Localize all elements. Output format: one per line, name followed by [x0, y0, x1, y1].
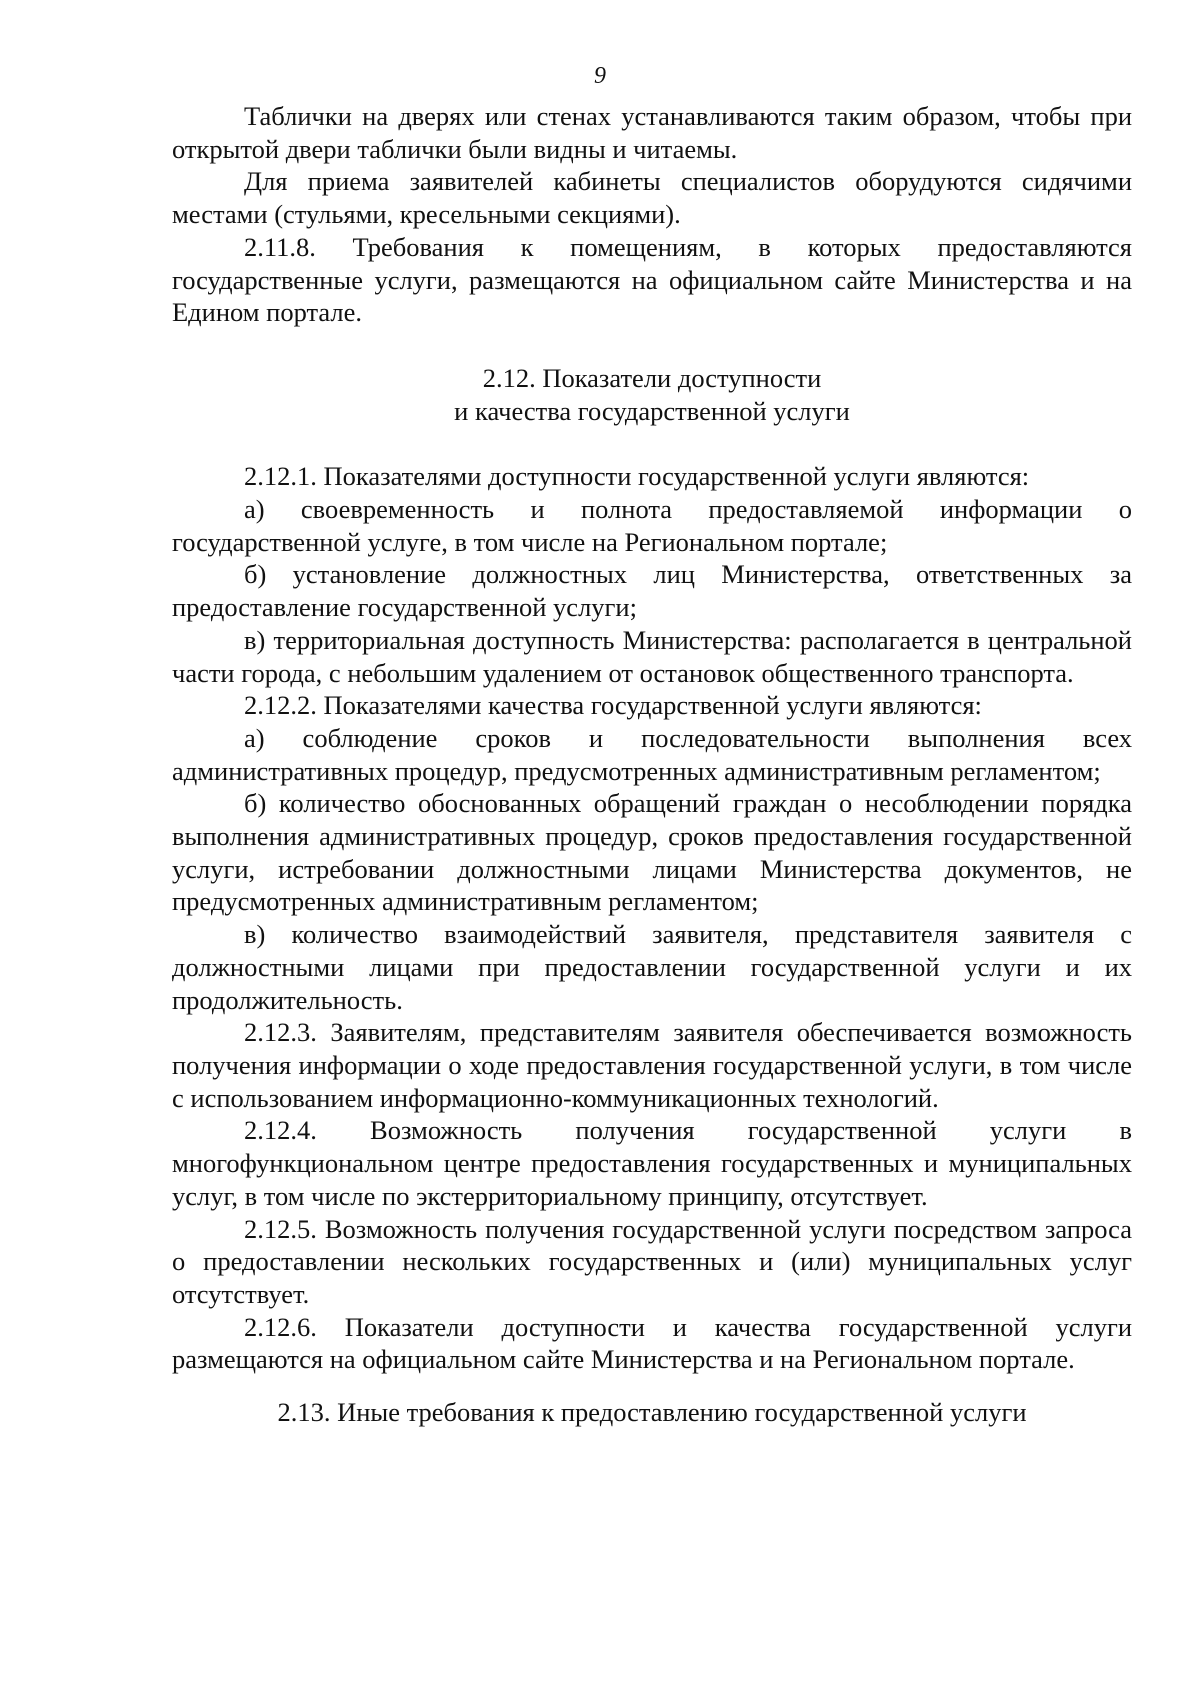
paragraph-2-12-5: 2.12.5. Возможность получения государственной услуги посредством запроса о предоставлении нескольких государственных и (или) муниципальных услуг отсутствует. — [172, 1213, 1132, 1309]
paragraph-2-12-1: 2.12.1. Показателями доступности государственной услуги являются: — [244, 461, 1030, 492]
section-heading-2-13: 2.13. Иные требования к предоставлению государственной услуги — [277, 1397, 1027, 1428]
paragraph-2-11-8: 2.11.8. Требования к помещениям, в которых предоставляются государственные услуги, размещаются на официальном сайте Министерства и на Едином портале. — [172, 231, 1132, 328]
paragraph-2-12-4: 2.12.4. Возможность получения государственной услуги в многофункциональном центре предоставления государственных и муниципальных услуг, в том числе по экстерриториальному принципу, отсутствует. — [172, 1115, 1132, 1211]
section-heading-2-12-line1: 2.12. Показатели доступности — [482, 362, 822, 393]
list-item-2-12-1-b: б) установление должностных лиц Министерства, ответственных за предоставление государственной услуги; — [172, 559, 1132, 623]
list-item-2-12-2-v: в) количество взаимодействий заявителя, представителя заявителя с должностными лицами при предоставлении государственной услуги и их продолжительность. — [172, 919, 1132, 1015]
list-item-2-12-2-a: а) соблюдение сроков и последовательности выполнения всех административных процедур, предусмотренных административным регламентом; — [172, 722, 1132, 786]
section-heading-2-12-line2: и качества государственной услуги — [454, 395, 850, 426]
paragraph-door-signs: Таблички на дверях или стенах устанавливаются таким образом, чтобы при открытой двери таблички были видны и читаемы. — [172, 101, 1132, 164]
paragraph-2-12-6: 2.12.6. Показатели доступности и качества государственной услуги размещаются на официальном сайте Министерства и на Региональном портале. — [172, 1311, 1132, 1375]
page-number: 9 — [594, 63, 606, 89]
list-item-2-12-2-b: б) количество обоснованных обращений граждан о несоблюдении порядка выполнения административных процедур, сроков предоставления государственной услуги, истребовании должностными лицами Министерства документов, не предусмотренных административным регламентом; — [172, 788, 1132, 917]
paragraph-2-12-2: 2.12.2. Показателями качества государственной услуги являются: — [244, 690, 982, 721]
paragraph-2-12-3: 2.12.3. Заявителям, представителям заявителя обеспечивается возможность получения информации о ходе предоставления государственной услуги, в том числе с использованием информационно-коммуникационных технологий. — [172, 1017, 1132, 1113]
list-item-2-12-1-v: в) территориальная доступность Министерства: располагается в центральной части города, с небольшим удалением от остановок общественного транспорта. — [172, 624, 1132, 688]
list-item-2-12-1-a: а) своевременность и полнота предоставляемой информации о государственной услуге, в том числе на Региональном портале; — [172, 494, 1132, 557]
paragraph-waiting-seats: Для приема заявителей кабинеты специалистов оборудуются сидячими местами (стульями, кресельными секциями). — [172, 166, 1132, 230]
document-body — [172, 100, 1132, 1429]
